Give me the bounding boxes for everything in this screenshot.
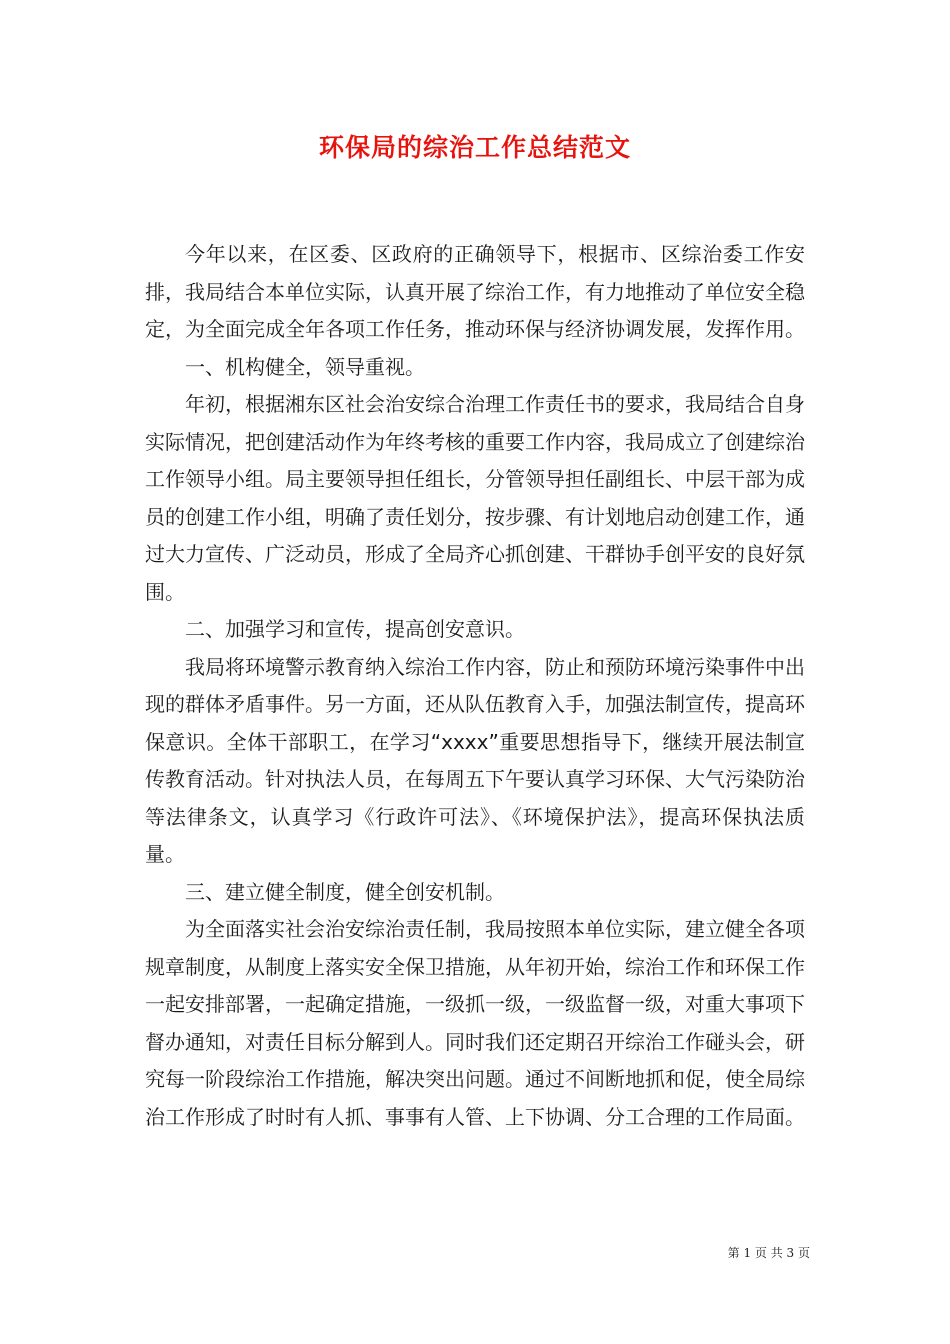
- paragraph-section-2: 我局将环境警示教育纳入综治工作内容，防止和预防环境污染事件中出现的群体矛盾事件。另一方面，还从队伍教育入手，加强法制宣传，提高环保意识。全体干部职工，在学习“xxxx”重要思想指导下，继续开展法制宣传教育活动。针对执法人员，在每周五下午要认真学习环保、大气污染防治等法律条文，认真学习《行政许可法》、《环境保护法》，提高环保执法质量。: [145, 654, 805, 866]
- section-heading-3: 三、建立健全制度，健全创安机制。: [185, 879, 505, 904]
- document-body: [145, 236, 805, 1136]
- paragraph-section-3: 为全面落实社会治安综治责任制，我局按照本单位实际，建立健全各项规章制度，从制度上落实安全保卫措施，从年初开始，综治工作和环保工作一起安排部署，一起确定措施，一级抓一级，一级监督一级，对重大事项下督办通知，对责任目标分解到人。同时我们还定期召开综治工作碰头会，研究每一阶段综治工作措施，解决突出问题。通过不间断地抓和促，使全局综治工作形成了时时有人抓、事事有人管、上下协调、分工合理的工作局面。: [145, 917, 805, 1129]
- paragraph-section-1: 年初，根据湘东区社会治安综合治理工作责任书的要求，我局结合自身实际情况，把创建活动作为年终考核的重要工作内容，我局成立了创建综治工作领导小组。局主要领导担任组长，分管领导担任副组长、中层干部为成员的创建工作小组，明确了责任划分，按步骤、有计划地启动创建工作，通过大力宣传、广泛动员，形成了全局齐心抓创建、干群协手创平安的良好氛围。: [145, 392, 805, 604]
- section-heading-1: 一、机构健全，领导重视。: [185, 354, 425, 379]
- paragraph-intro: 今年以来，在区委、区政府的正确领导下，根据市、区综治委工作安排，我局结合本单位实际，认真开展了综治工作，有力地推动了单位安全稳定，为全面完成全年各项工作任务，推动环保与经济协调发展，发挥作用。: [145, 242, 805, 341]
- section-heading-2: 二、加强学习和宣传，提高创安意识。: [185, 617, 525, 641]
- page-number: 第 1 页 共 3 页: [727, 1246, 810, 1260]
- document-title: 环保局的综治工作总结范文: [318, 133, 631, 162]
